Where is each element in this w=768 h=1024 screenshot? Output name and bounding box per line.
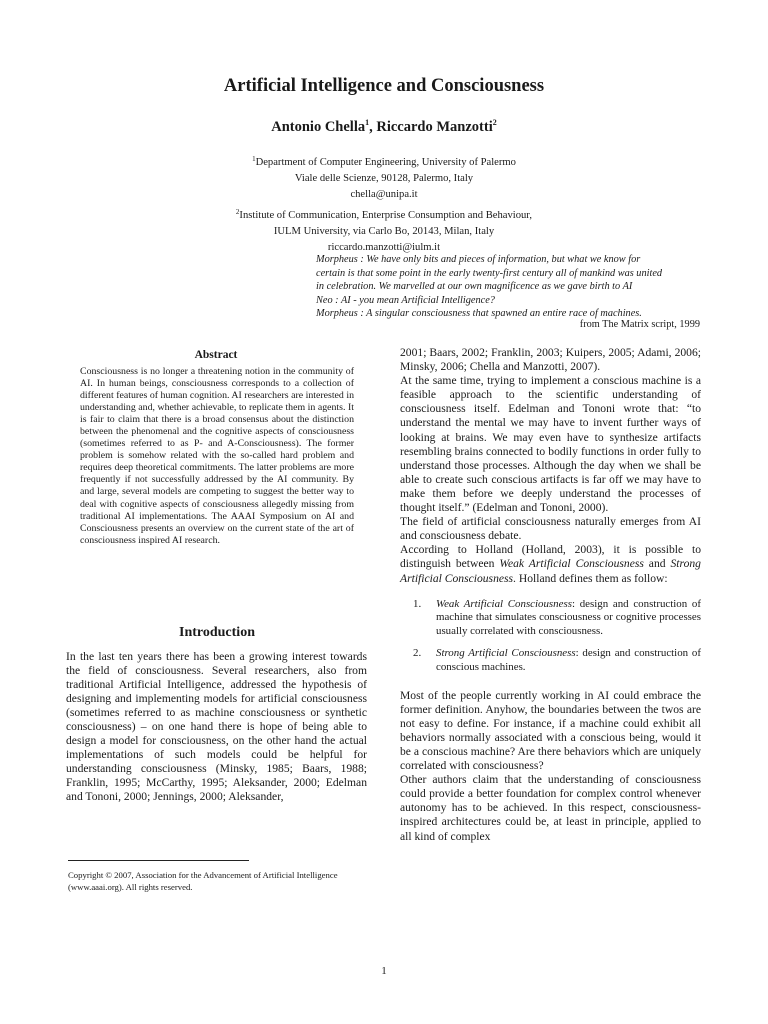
introduction-heading: Introduction: [179, 625, 255, 640]
emphasis: Weak Artificial Consciousness: [499, 557, 644, 571]
affiliation-line: Viale delle Scienze, 90128, Palermo, Italy: [294, 173, 474, 185]
epigraph-line: certain is that some point in the early twenty-first century all of mankind was united: [316, 267, 663, 279]
body-paragraph: 2001; Baars, 2002; Franklin, 2003; Kuipers, 2005; Adami, 2006; Minsky, 2006; Chella and Manzotti, 2007).: [400, 346, 701, 374]
right-column: [400, 346, 701, 844]
affiliation-marker: 2: [492, 118, 497, 127]
author-name: Riccardo Manzotti: [376, 119, 493, 135]
list-number: 2.: [413, 646, 422, 659]
paper-title: Artificial Intelligence and Consciousness: [223, 76, 545, 96]
affiliation-line: $^2$Institute of Communication, Enterprise Consumption and Behaviour,: [235, 207, 533, 221]
author-list: [0, 118, 768, 136]
affiliations: [0, 151, 768, 256]
body-paragraph: Other authors claim that the understanding of consciousness could provide a better foundation for complex control whenever autonomy has to be achieved. In this respect, consciousness-inspired architectures could be, at least in principle, applied to all kind of complex: [400, 773, 701, 843]
epigraph-line: Morpheus : We have only bits and pieces of information, but what we know for: [316, 254, 641, 265]
author-email: riccardo.manzotti@iulm.it: [327, 242, 441, 254]
definition-list: [400, 598, 701, 675]
emphasis: Strong Artificial Consciousness: [400, 557, 701, 585]
list-term: Strong Artificial Consciousness: [436, 646, 576, 659]
page-number: 1: [381, 965, 387, 977]
list-text: : design and construction of conscious machines.: [436, 646, 701, 673]
author-separator: ,: [369, 119, 377, 135]
epigraph-source: from The Matrix script, 1999: [579, 319, 700, 330]
list-text: : design and construction of machine that simulates consciousness or cognitive processes usually correlated with consciousness.: [436, 597, 701, 638]
list-item: [400, 647, 701, 675]
list-number: 1.: [413, 597, 422, 610]
body-paragraph: Most of the people currently working in AI could embrace the former definition. Anyhow, the boundaries between the twos are not easy to define. For instance, if a machine could exhibit all behaviors normally associated with a conscious being, would it be a conscious machine? Are there behaviors which are uniquely correlated with consciousness?: [400, 688, 701, 773]
epigraph-quote: [316, 253, 704, 321]
list-term: Weak Artificial Consciousness: [436, 597, 572, 610]
affiliation-marker: 2: [235, 207, 240, 216]
epigraph-line: Neo : AI - you mean Artificial Intelligence?: [316, 294, 495, 306]
affiliation-marker: 1: [365, 118, 370, 127]
body-paragraph: According to Holland (Holland, 2003), it is possible to distinguish between Weak Artificial Consciousness and Strong Artificial Consciousness. Holland defines them as follow:: [400, 543, 701, 585]
footnote-divider: [68, 860, 249, 861]
epigraph-line: in celebration. We marvelled at our own magnificence as we gave birth to AI: [316, 281, 633, 293]
body-paragraph: The field of artificial consciousness naturally emerges from AI and consciousness debate.: [400, 515, 701, 543]
affiliation-line: $^1$Department of Computer Engineering, University of Palermo: [252, 155, 516, 168]
introduction-text: In the last ten years there has been a growing interest towards the field of consciousness. Several researchers, also from traditional Artificial Intelligence, addressed the hypothesis of designing and implementing models for artificial consciousness (sometimes referred to as machine consciousness or synthetic consciousness) – on one hand there is hope of being able to design a model for consciousness, on the other hand the actual implementations of such models could be helpful for understanding consciousness (Minsky, 1985; Baars, 1988; Franklin, 1995; McCarthy, 1995; Aleksander, 2000; Edelman and Tononi, 2000; Jennings, 2000; Aleksander,: [66, 650, 367, 804]
affiliation-marker: 1: [252, 155, 256, 163]
copyright-footnote: Copyright © 2007, Association for the Advancement of Artificial Intelligence (www.aaai.org). All rights reserved.: [68, 870, 338, 892]
abstract-text: Consciousness is no longer a threatening notion in the community of AI. In human beings, consciousness corresponds to a collection of different features of human cognition. AI researchers are interested in understanding and, whether achievable, to replicate them in agents. It is fair to claim that there is a broad consensus about the distinction between the phenomenal and the cognitive aspects of consciousness (sometimes referred to as P- and A-Consciousness). The former problem is somehow related with the so-called hard problem and requires deep theoretical commitments. The latter problems are more frequently if not successfully addressed by the AI community. By and large, several models are competing to suggest the better way to deal with cognitive aspects of consciousness allegedly missing from traditional AI implementations. The AAAI Symposium on AI and Consciousness presents an overview on the current state of the art of consciousness inspired AI research.: [80, 366, 354, 546]
affiliation-line: IULM University, via Carlo Bo, 20143, Milan, Italy: [273, 225, 495, 237]
body-paragraph: At the same time, trying to implement a conscious machine is a feasible approach to the scientific understanding of consciousness itself. Edelman and Tononi wrote that: “to understand the mental we may have to invent further ways of looking at brains. We may even have to synthesize artifacts resembling brains connected to bodily functions in order fully to understand those processes. Although the day when we shall be able to create such conscious artifacts is far off we may have to make them before we deeply understand the processes of thought itself.” (Edelman and Tononi, 2000).: [400, 374, 701, 515]
abstract-heading: Abstract: [194, 349, 238, 361]
author-email: chella@unipa.it: [350, 189, 418, 201]
list-item: [400, 598, 701, 639]
epigraph-line: Morpheus : A singular consciousness that spawned an entire race of machines.: [316, 308, 642, 320]
author-name: Antonio Chella: [271, 119, 366, 135]
